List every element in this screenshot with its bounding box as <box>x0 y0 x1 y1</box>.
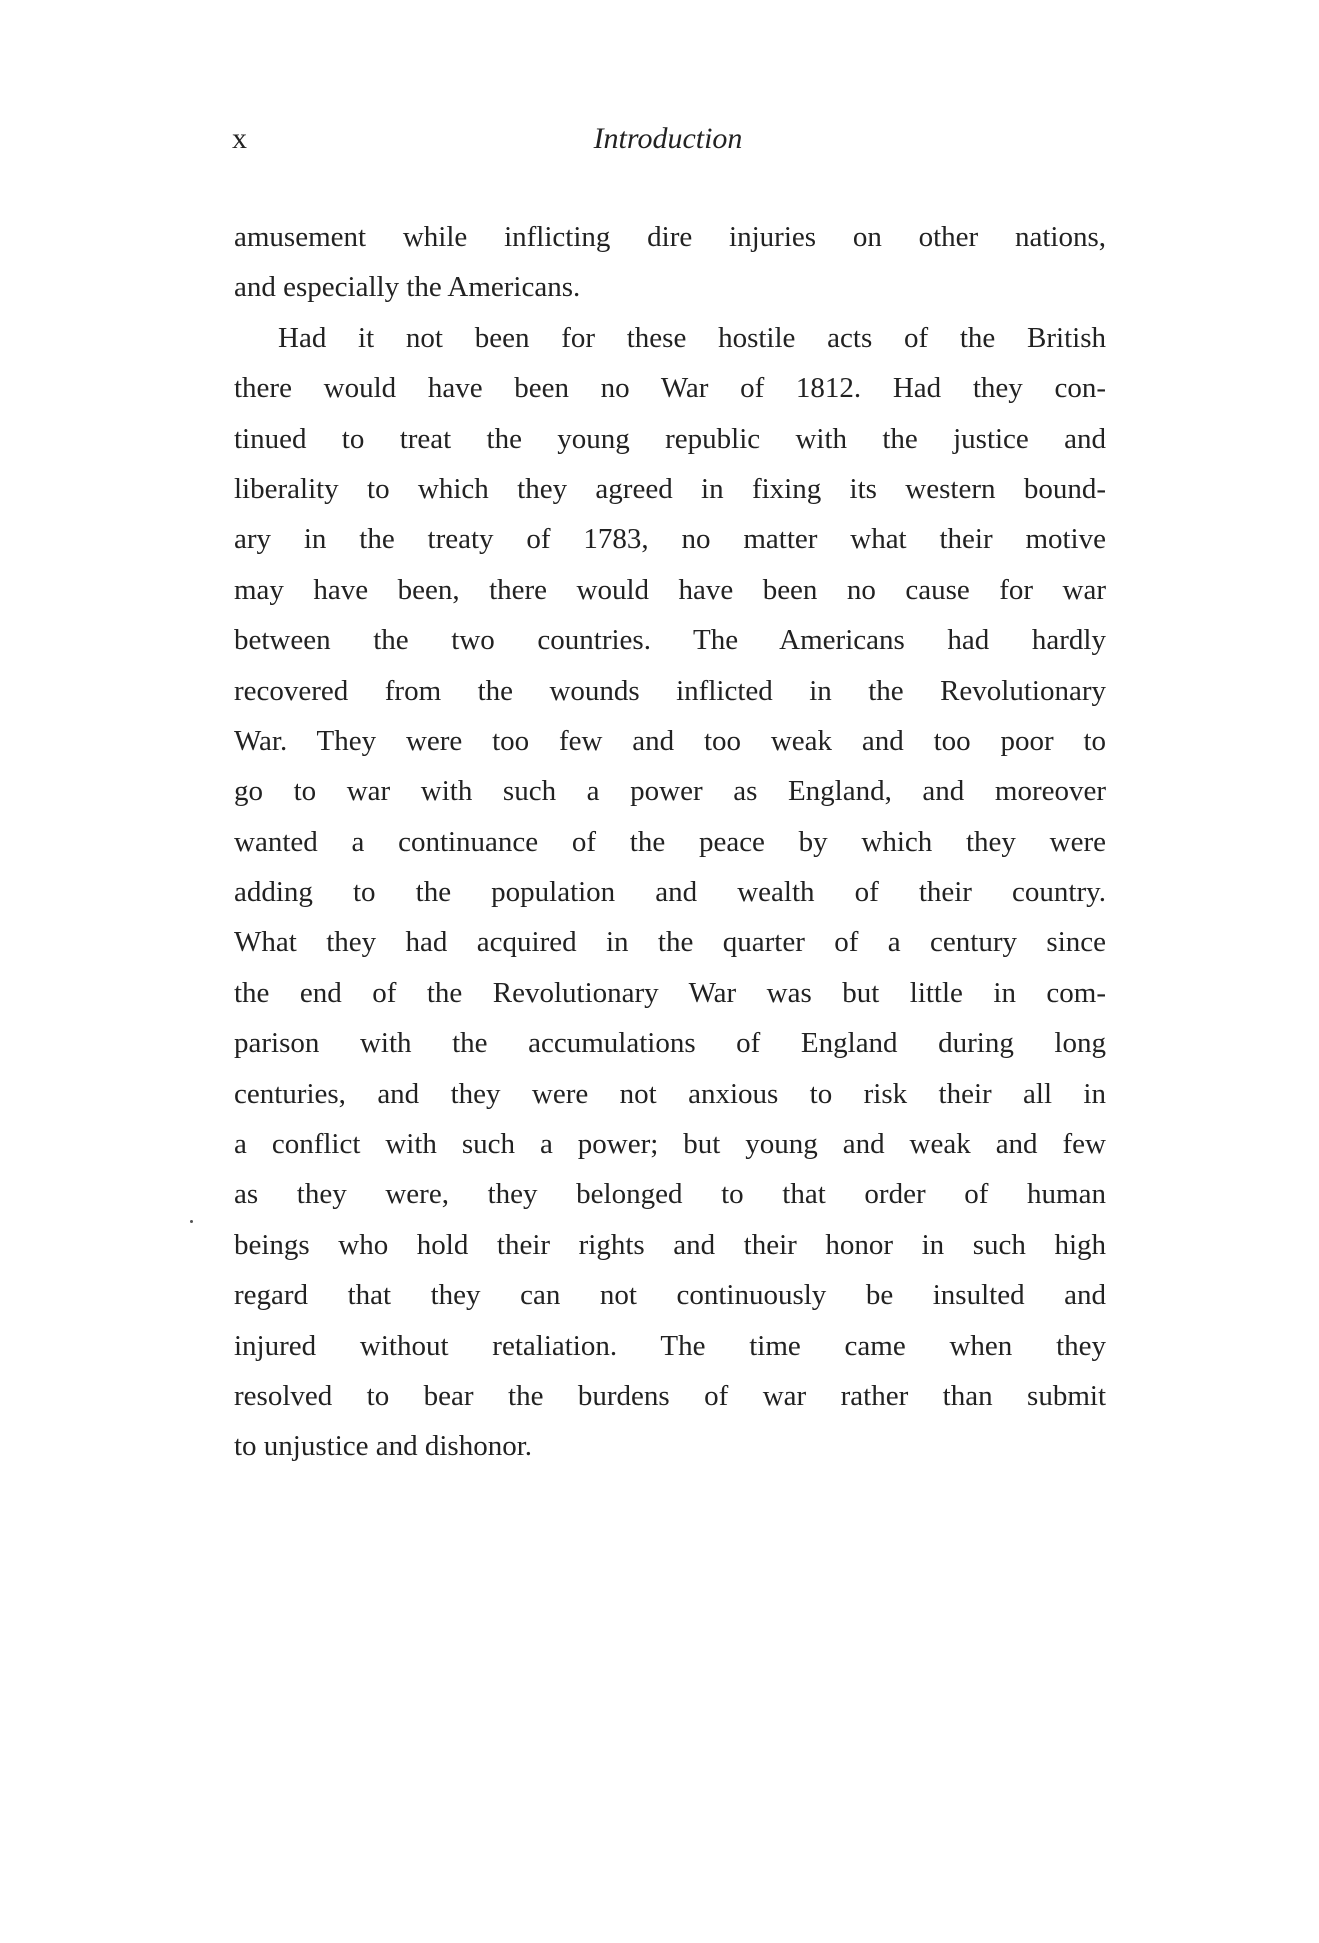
text-line: as they were, they belonged to that order of human <box>234 1178 1106 1211</box>
text-line: wanted a continuance of the peace by which they were <box>234 825 1106 858</box>
text-line: recovered from the wounds inflicted in the Revolutionary <box>234 674 1106 707</box>
text-line: there would have been no War of 1812. Had they con- <box>234 372 1106 405</box>
text-line: a conflict with such a power; but young and weak and few <box>234 1128 1106 1161</box>
text-line: to unjustice and dishonor. <box>234 1430 533 1463</box>
text-line: the end of the Revolutionary War was but little in com- <box>234 976 1106 1009</box>
text-line: centuries, and they were not anxious to risk their all in <box>234 1077 1106 1110</box>
text-line: liberality to which they agreed in fixing its western bound- <box>234 472 1106 505</box>
text-line: War. They were too few and too weak and too poor to <box>234 724 1106 757</box>
text-line: parison with the accumulations of England during long <box>234 1027 1106 1060</box>
text-line: amusement while inflicting dire injuries on other nations, <box>234 221 1106 253</box>
running-title: Introduction <box>593 122 743 155</box>
text-line: ary in the treaty of 1783, no matter what their motive <box>234 523 1106 556</box>
text-line: may have been, there would have been no cause for war <box>234 573 1106 606</box>
text-line: resolved to bear the burdens of war rather than submit <box>234 1379 1106 1412</box>
text-line: and especially the Americans. <box>234 271 581 304</box>
body-text <box>234 212 1106 1472</box>
text-line: between the two countries. The Americans had hardly <box>234 624 1106 657</box>
text-line: Had it not been for these hostile acts of the British <box>278 321 1106 354</box>
text-line: What they had acquired in the quarter of a century since <box>234 926 1106 959</box>
text-line: tinued to treat the young republic with the justice and <box>234 422 1106 455</box>
text-line: beings who hold their rights and their honor in such high <box>234 1228 1106 1261</box>
running-header <box>232 122 1104 162</box>
text-line: adding to the population and wealth of their country. <box>234 876 1106 909</box>
text-line: go to war with such a power as England, and moreover <box>234 775 1106 808</box>
speck-mark <box>190 1220 193 1223</box>
text-line: regard that they can not continuously be insulted and <box>234 1279 1106 1312</box>
page-number: x <box>232 122 247 155</box>
text-line: injured without retaliation. The time came when they <box>234 1329 1106 1362</box>
